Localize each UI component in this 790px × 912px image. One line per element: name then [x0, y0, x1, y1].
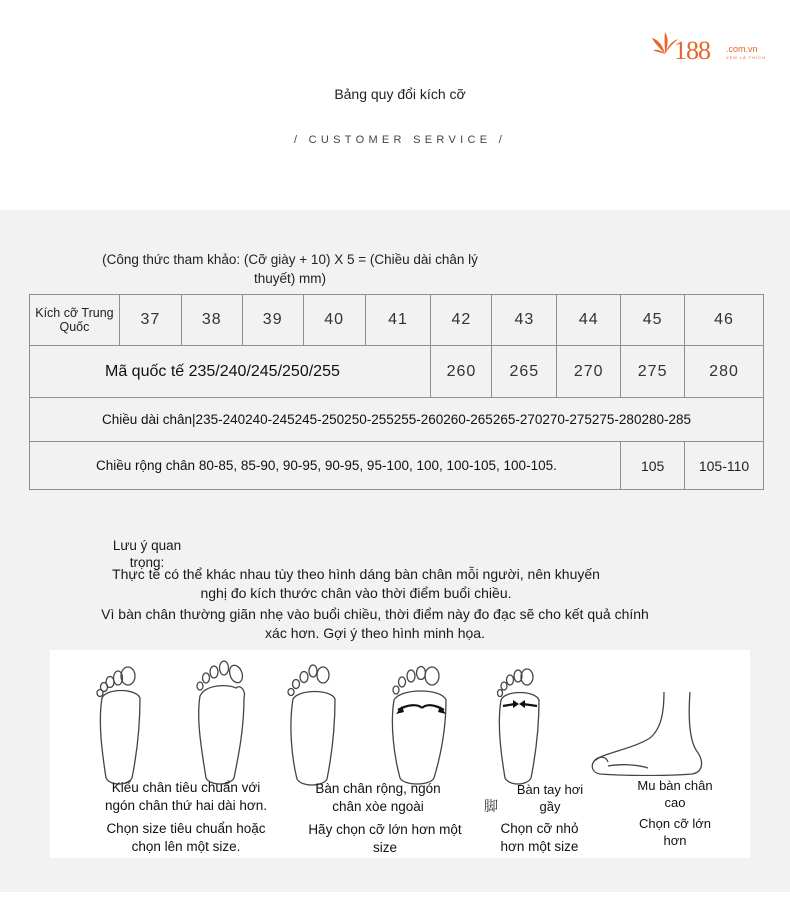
brand-logo[interactable] — [650, 22, 775, 72]
intl-size-cell: 260 — [431, 346, 492, 398]
intl-size-cell: 270 — [557, 346, 621, 398]
size-cell: 42 — [431, 295, 492, 346]
size-cell: 38 — [181, 295, 242, 346]
wide-foot-type: Bàn chân rộng, ngón chân xòe ngoài — [315, 781, 441, 814]
table-row — [30, 346, 764, 398]
size-cell: 39 — [242, 295, 303, 346]
intl-size-cell: 280 — [685, 346, 764, 398]
size-cell: 37 — [119, 295, 181, 346]
thin-foot-advice: Chọn cỡ nhỏ hơn một size — [500, 821, 579, 854]
foot-width-cell: 105-110 — [685, 442, 764, 490]
customer-service-subtitle: / CUSTOMER SERVICE / — [293, 134, 507, 146]
standard-foot-advice: Chọn size tiêu chuẩn hoặc chọn lên một size. — [106, 821, 266, 854]
table-row — [30, 295, 764, 346]
foot-width-cell: 105 — [621, 442, 685, 490]
note-line-1: Thực tế có thể khác nhau tùy theo hình dáng bàn chân mỗi người, nên khuyến nghị đo kích thước chân vào thời điểm buổi chiều. — [112, 566, 600, 601]
high-instep-advice: Chọn cỡ lớn hơn — [639, 816, 711, 848]
formula-text: (Công thức tham khảo: (Cỡ giày + 10) X 5 = (Chiều dài chân lý thuyết) mm) — [102, 252, 478, 286]
intl-size-cell: 265 — [492, 346, 557, 398]
size-cell: 44 — [557, 295, 621, 346]
high-instep-type: Mu bàn chân cao — [637, 778, 713, 810]
logo-tagline: XEM LÀ THÍCH — [726, 55, 766, 60]
wide-foot-advice: Hãy chọn cỡ lớn hơn một size — [308, 822, 462, 855]
bunion-foot-icon — [192, 658, 254, 786]
wide-foot-icon — [388, 662, 454, 786]
logo-number: 188 — [674, 36, 710, 65]
narrow-foot-icon — [493, 664, 549, 786]
standard-foot-type: Kiểu chân tiêu chuẩn với ngón chân thứ hai dài hơn. — [104, 780, 267, 813]
foot-length-row: Chiều dài chân|235-240240-245245-250250-255255-260260-265265-270270-275275-280280-285 — [30, 398, 764, 442]
size-cell: 43 — [492, 295, 557, 346]
note-heading: Lưu ý quan trọng: — [112, 538, 182, 570]
logo-domain: .com.vn — [726, 44, 758, 54]
size-cell: 45 — [621, 295, 685, 346]
china-size-label: Kích cỡ Trung Quốc — [30, 295, 120, 346]
stray-character: 脚 — [484, 798, 498, 814]
foot-width-label: Chiều rộng chân 80-85, 85-90, 90-95, 90-95, 95-100, 100, 100-105, 100-105. — [30, 442, 621, 490]
size-table — [29, 294, 764, 490]
page-title: Bảng quy đổi kích cỡ — [334, 86, 466, 102]
note-line-2: Vì bàn chân thường giãn nhẹ vào buổi chiều, thời điểm này đo đạc sẽ cho kết quả chính xác hơn. Gợi ý theo hình minh họa. — [101, 606, 649, 641]
size-cell: 46 — [685, 295, 764, 346]
splayed-toes-foot-icon — [285, 663, 345, 787]
table-row — [30, 442, 764, 490]
intl-size-cell: 275 — [621, 346, 685, 398]
size-cell: 41 — [365, 295, 431, 346]
standard-foot-icon — [92, 662, 152, 786]
international-size-label: Mã quốc tế 235/240/245/250/255 — [30, 346, 431, 398]
thin-foot-type: Bàn tay hơi gầy — [516, 782, 584, 814]
table-row — [30, 398, 764, 442]
high-instep-foot-icon — [588, 690, 708, 776]
size-cell: 40 — [303, 295, 365, 346]
